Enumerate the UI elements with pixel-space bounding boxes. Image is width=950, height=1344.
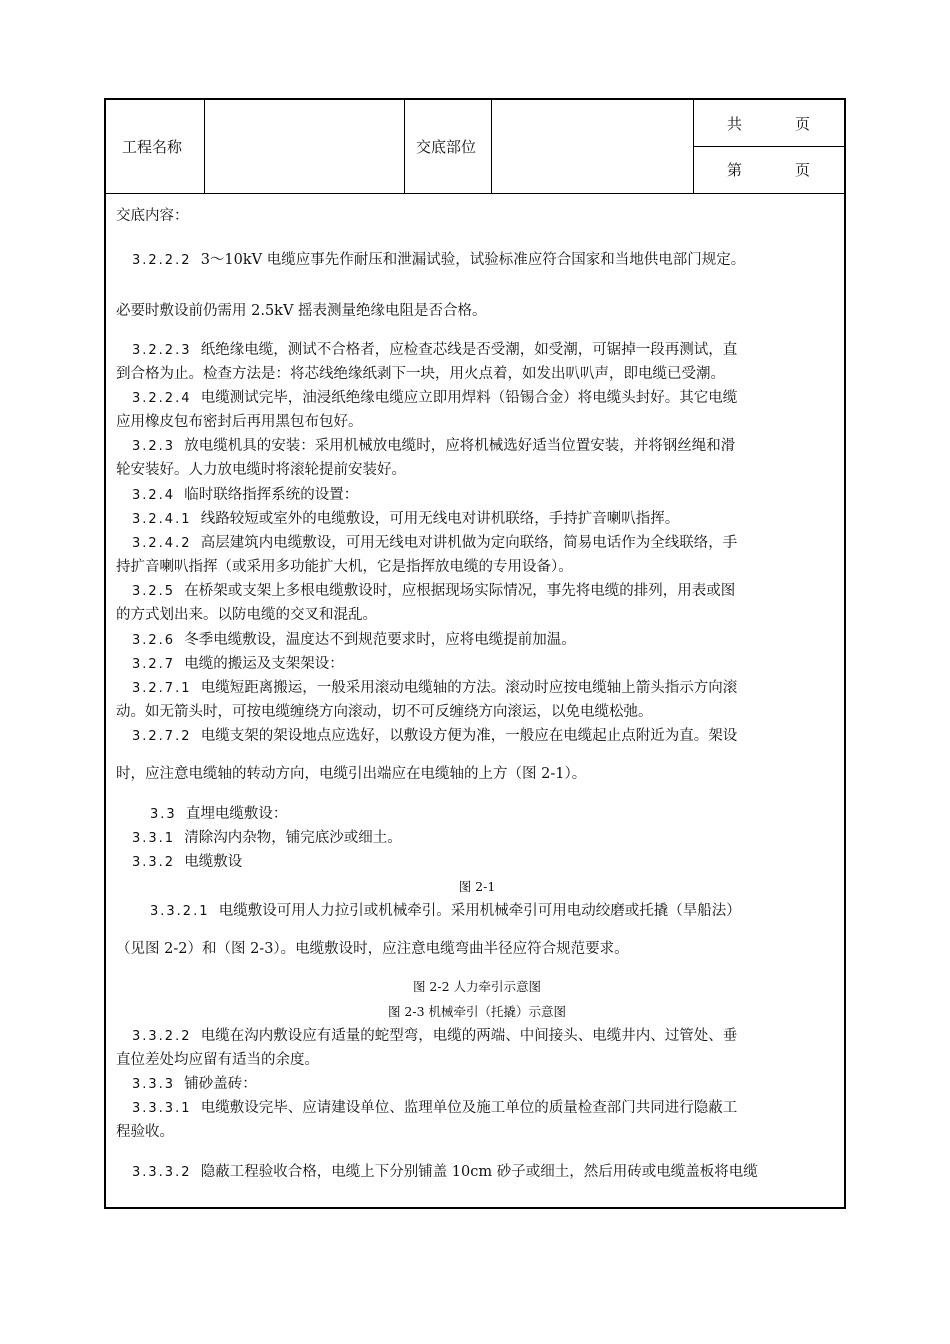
content-line: 3.2.3 放电缆机具的安装：采用机械放电缆时，应将机械选好适当位置安装，并将钢丝绳和滑 bbox=[132, 438, 736, 454]
figure-caption: 图 2-3 机械牵引（托撬）示意图 bbox=[387, 1004, 567, 1019]
content-line: （见图 2-2）和（图 2-3）。电缆敷设时，应注意电缆弯曲半径应符合规范要求。 bbox=[116, 941, 629, 957]
content-line: 3.3.3.2 隐蔽工程验收合格，电缆上下分别铺盖 10cm 砂子或细土，然后用砖或电缆盖板将电缆 bbox=[132, 1164, 758, 1180]
total-pages-unit: 页 bbox=[795, 115, 811, 133]
content-title: 交底内容： bbox=[116, 208, 189, 224]
content-line: 应用橡皮包布密封后再用黑包布包好。 bbox=[116, 414, 363, 430]
content-line: 3.2.7.2 电缆支架的架设地点应选好，以敷设方便为准，一般应在电缆起止点附近为直。架设 bbox=[132, 728, 738, 744]
location-label: 交底部位 bbox=[416, 138, 477, 156]
divider bbox=[204, 100, 205, 193]
page-number-label: 第 bbox=[727, 161, 743, 179]
content-line: 3.2.6 冬季电缆敷设，温度达不到规范要求时，应将电缆提前加温。 bbox=[132, 632, 576, 648]
content-line: 时，应注意电缆轴的转动方向，电缆引出端应在电缆轴的上方（图 2-1）。 bbox=[116, 766, 587, 782]
content-line: 3.2.5 在桥架或支架上多根电缆敷设时，应根据现场实际情况，事先将电缆的排列，用表或图 bbox=[132, 583, 736, 599]
content-line: 动。如无箭头时，可按电缆缠绕方向滚动，切不可反缠绕方向滚运，以免电缆松弛。 bbox=[116, 704, 653, 720]
form-header bbox=[106, 100, 844, 194]
divider bbox=[694, 146, 844, 147]
divider bbox=[404, 100, 405, 193]
content-line: 必要时敷设前仍需用 2.5kV 摇表测量绝缘电阻是否合格。 bbox=[116, 303, 487, 319]
content-line: 3.2.4.1 线路较短或室外的电缆敷设，可用无线电对讲机联络，手持扩音喇叭指挥。 bbox=[132, 511, 680, 527]
content-line: 持扩音喇叭指挥（或采用多功能扩大机，它是指挥放电缆的专用设备）。 bbox=[116, 559, 573, 575]
figure-caption: 图 2-1 bbox=[458, 879, 496, 894]
content-line: 3.2.4.2 高层建筑内电缆敷设，可用无线电对讲机做为定向联络，简易电话作为全线联络，手 bbox=[132, 535, 738, 551]
content-line: 轮安装好。人力放电缆时将滚轮提前安装好。 bbox=[116, 462, 406, 478]
content-line: 3.2.2.4 电缆测试完毕，油浸纸绝缘电缆应立即用焊料（铅锡合金）将电缆头封好。其它电缆 bbox=[132, 390, 738, 406]
divider bbox=[491, 100, 492, 193]
content-line: 3.3.2 电缆敷设 bbox=[132, 854, 243, 870]
figure-caption: 图 2-2 人力牵引示意图 bbox=[412, 979, 542, 994]
page-number-unit: 页 bbox=[795, 161, 811, 179]
content-line: 的方式划出来。以防电缆的交叉和混乱。 bbox=[116, 607, 377, 623]
content-line: 3.2.4 临时联络指挥系统的设置： bbox=[132, 487, 359, 503]
total-pages-label: 共 bbox=[727, 115, 743, 133]
content-line: 3.3.1 清除沟内杂物，铺完底沙或细土。 bbox=[132, 830, 402, 846]
content-line: 3.2.2.2 3～10kV 电缆应事先作耐压和泄漏试验，试验标准应符合国家和当地供电部门规定。 bbox=[132, 252, 746, 268]
project-name-label: 工程名称 bbox=[122, 138, 183, 156]
content-line: 3.3 直埋电缆敷设： bbox=[150, 806, 288, 822]
content-line: 直位差处均应留有适当的余度。 bbox=[116, 1052, 319, 1068]
content-line: 3.2.7.1 电缆短距离搬运，一般采用滚动电缆轴的方法。滚动时应按电缆轴上箭头指示方向滚 bbox=[132, 680, 738, 696]
content-line: 3.3.3.1 电缆敷设完毕、应请建设单位、监理单位及施工单位的质量检查部门共同进行隐蔽工 bbox=[132, 1100, 738, 1116]
content-line: 3.3.3 铺砂盖砖： bbox=[132, 1076, 257, 1092]
content-line: 3.2.7 电缆的搬运及支架架设： bbox=[132, 656, 344, 672]
content-line: 3.3.2.2 电缆在沟内敷设应有适量的蛇型弯，电缆的两端、中间接头、电缆井内、过管处、垂 bbox=[132, 1028, 738, 1044]
disclosure-form bbox=[104, 98, 846, 1209]
content-line: 3.3.2.1 电缆敷设可用人力拉引或机械牵引。采用机械牵引可用电动绞磨或托撬（旱船法） bbox=[150, 903, 741, 919]
content-line: 程验收。 bbox=[116, 1124, 174, 1140]
content-line: 3.2.2.3 纸绝缘电缆，测试不合格者，应检查芯线是否受潮，如受潮，可锯掉一段再测试，直 bbox=[132, 342, 738, 358]
content-line: 到合格为止。检查方法是：将芯线绝缘纸剥下一块，用火点着，如发出叭叭声，即电缆已受潮。 bbox=[116, 366, 725, 382]
